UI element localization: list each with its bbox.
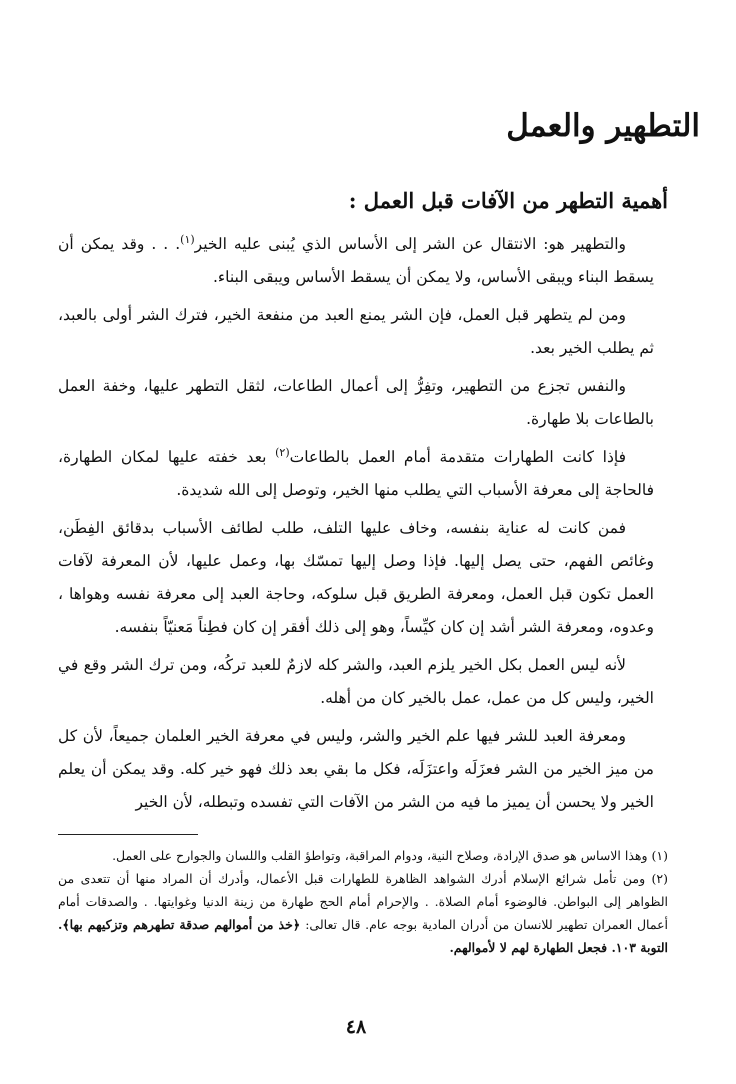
paragraph-3: والنفس تجزع من التطهير، وتفِرُّ إلى أعمال الطاعات، لثقل التطهر عليها، وخفة العمل بالطاعات بلا طهارة. bbox=[58, 377, 654, 428]
footnote-divider bbox=[58, 834, 198, 835]
body-text bbox=[58, 228, 654, 824]
paragraph-5: فمن كانت له عناية بنفسه، وخاف عليها التلف، طلب لطائف الأسباب بدقائق الفِطَن، وغائص الفهم، حتى يصل إليها. فإذا وصل إليها تمسّك بها، وعمل عليها، لأن المعرفة لآفات العمل تكون قبل العمل، ومعرفة الطريق قبل سلوكه، وحاجة العبد إلى معرفة نفسه وهواها ، وعدوه، ومعرفة الشر أشد إن كان كيِّساً، وهو إلى ذلك أفقر إن كان فطِناً مَعنيّاً بنفسه. bbox=[58, 519, 654, 636]
paragraph-7: ومعرفة العبد للشر فيها علم الخير والشر، وليس في معرفة الخير العلمان جميعاً، لأن كل من ميز الخير من الشر فعزَلَه واعتزَلَه، فكل ما بقي بعد ذلك فهو خير كله. وقد يمكن أن يعلم الخير ولا يحسن أن يميز ما فيه من الشر من الآفات التي تفسده وتبطله، لأن الخير bbox=[58, 727, 654, 811]
paragraph-2: ومن لم يتطهر قبل العمل، فإن الشر يمنع العبد من منفعة الخير، فترك الشر أولى بالعبد، ثم يطلب الخير بعد. bbox=[58, 306, 654, 357]
footnote-ref-1: (١) bbox=[180, 232, 195, 246]
footnotes bbox=[58, 844, 668, 959]
footnote-ref-2: (٢) bbox=[275, 445, 290, 459]
paragraph-4: فإذا كانت الطهارات متقدمة أمام العمل بالطاعات$^{(٢)}$ بعد خفته عليها لمكان الطهارة، فالحاجة إلى معرفة الأسباب التي يطلب منها الخير، وتوصل إلى الله شديدة. bbox=[58, 445, 654, 499]
footnote-2: (٢) ومن تأمل شرائع الإسلام أدرك الشواهد الظاهرة للطهارات قبل الأعمال، وأدرك أن المراد منها أن تتعدى من الظواهر إلى البواطن. فالوضوء أمام الصلاة. . والإحرام أمام الحج طهارة من زينة الدنيا وغوايتها. . والصدقات أمام أعمال العمران تطهير للانسان من أدران المادية بوجه عام. قال تعالى: ﴿خذ من أموالهم صدقة تطهرهم وتزكيهم بها﴾. التوبة ١٠٣. فجعل الطهارة لهم لا لأموالهم. bbox=[58, 871, 668, 955]
paragraph-6: لأنه ليس العمل بكل الخير يلزم العبد، والشر كله لازمٌ للعبد تركُه، ومن ترك الشر وقع في الخير، وليس كل من عمل، عمل بالخير كان من أهله. bbox=[58, 656, 654, 707]
section-heading: أهمية التطهر من الآفات قبل العمل : bbox=[348, 188, 668, 213]
chapter-title: التطهير والعمل bbox=[506, 108, 700, 144]
paragraph-1: والتطهير هو: الانتقال عن الشر إلى الأساس الذي يُبنى عليه الخير$^{(١)}$. . . وقد يمكن أن يسقط البناء ويبقى الأساس، ولا يمكن أن يسقط الأساس ويبقى البناء. bbox=[58, 232, 654, 286]
page-number: ٤٨ bbox=[345, 1016, 367, 1038]
footnote-2-quote: ﴿خذ من أموالهم صدقة تطهرهم وتزكيهم بها﴾. التوبة ١٠٣. فجعل الطهارة لهم لا لأموالهم. bbox=[58, 917, 668, 955]
footnote-1: (١) وهذا الاساس هو صدق الإرادة، وصلاح النية، ودوام المراقبة، وتواطؤ القلب واللسان والجوارح على العمل. bbox=[112, 848, 668, 863]
